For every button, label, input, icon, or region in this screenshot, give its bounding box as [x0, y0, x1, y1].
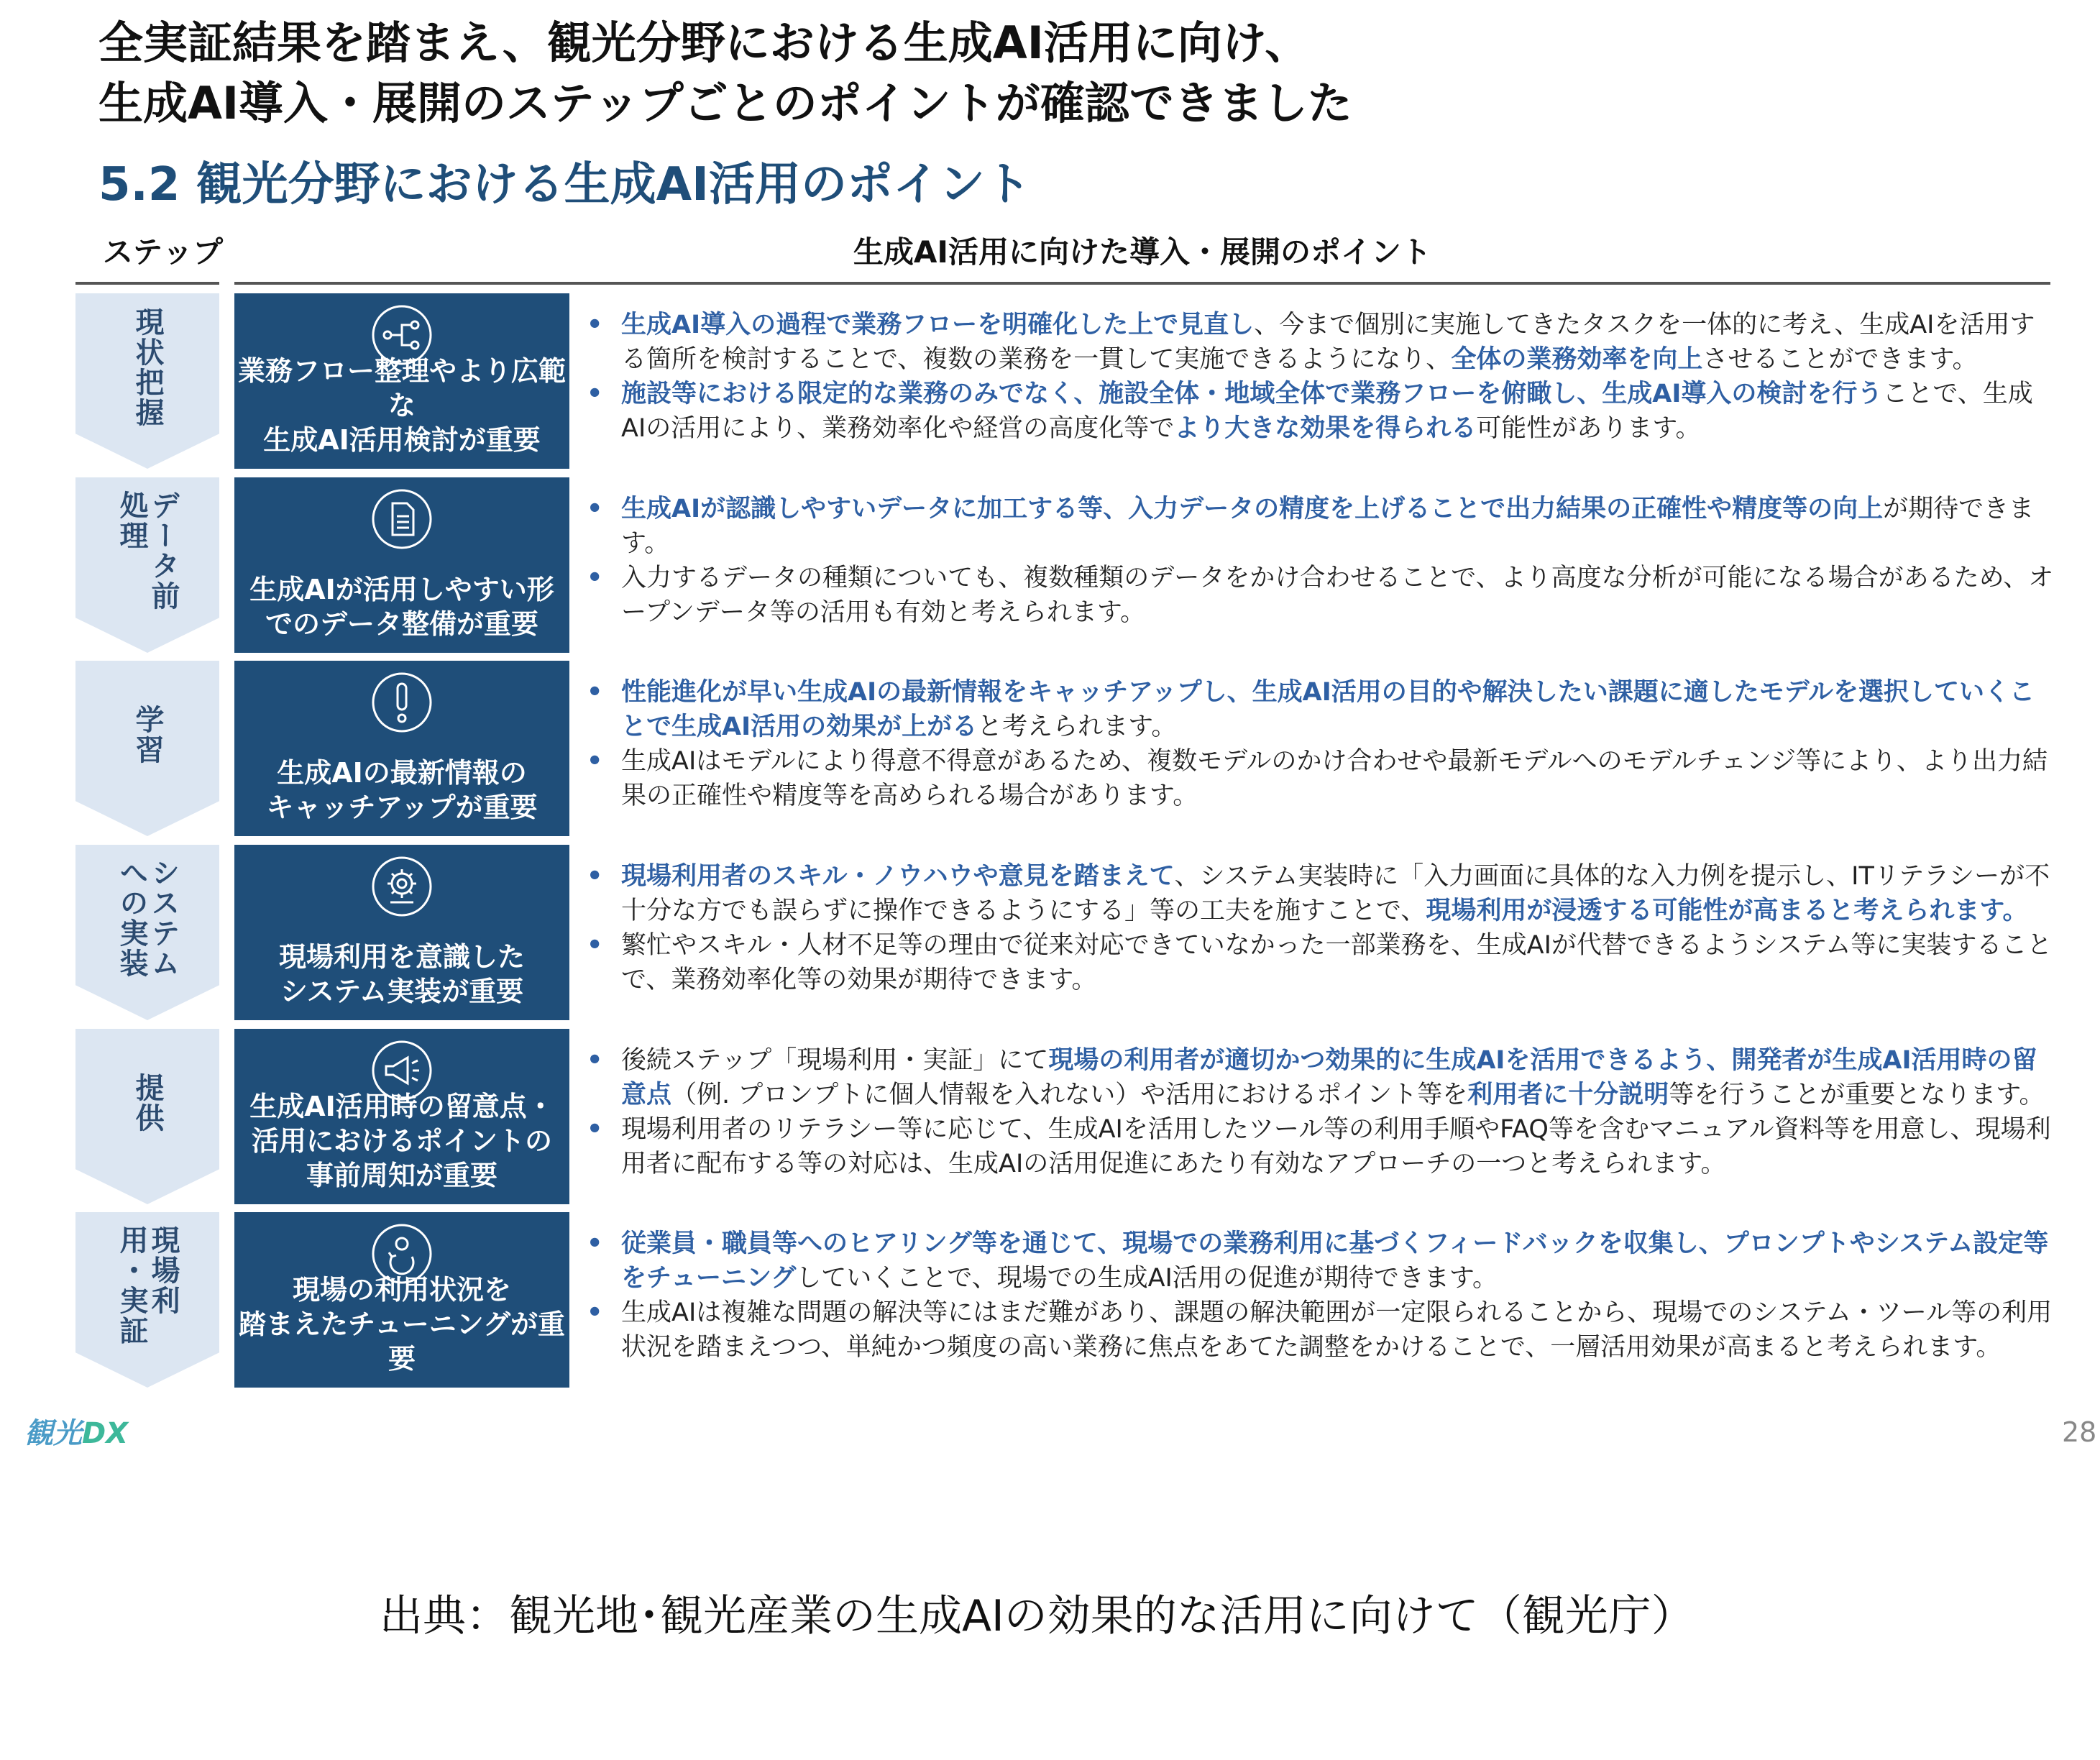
exclamation-icon — [370, 671, 434, 734]
point-list — [582, 675, 2056, 813]
point-text: させることができます。 — [1702, 345, 1978, 374]
header-rule-left — [75, 282, 219, 285]
point-text: 、システム実装時に「入力画面に具体的な入力例を提示し、ITリテラシーが不十分な方でも誤らずに操作できるようにする」等の工夫を施すことで、 — [621, 862, 2050, 925]
point-text: していくことで、現場での生成AI活用の促進が期待できます。 — [796, 1264, 1498, 1293]
point-summary-text: 業務フロー整理やより広範な 生成AI活用検討が重要 — [237, 355, 566, 456]
step-label: 現状把握 — [131, 307, 164, 428]
point-text-highlight: 現場の利用者が適切かつ効果的に生成AIを活用できるよう、開発者が生成AI活用時の留意点 — [621, 1046, 2037, 1109]
point-summary-text: 生成AI活用時の留意点・ 活用におけるポイントの 事前周知が重要 — [249, 1091, 554, 1191]
step-row — [0, 845, 2100, 1020]
bullet-marker: • — [587, 862, 603, 891]
bullet-marker: • — [587, 380, 603, 408]
point-text-highlight: 利用者に十分説明 — [1467, 1081, 1669, 1109]
point-text-highlight: 施設等における限定的な業務のみでなく、施設全体・地域全体で業務フローを俯瞰し、生成AI導入の検討を行う — [621, 380, 1883, 408]
step-label: システムへの実装 — [115, 858, 180, 978]
point-list — [582, 308, 2056, 446]
gear-icon — [370, 855, 434, 918]
bullet-marker: • — [587, 1229, 603, 1258]
bullet-marker: • — [587, 564, 603, 592]
point-item — [582, 492, 2056, 561]
point-text: 可能性があります。 — [1476, 414, 1701, 443]
headline-line-2: 生成AI導入・展開のステップごとのポイントが確認できました — [98, 77, 1352, 129]
point-summary-box — [234, 661, 569, 836]
step-label: 現場利用・実証 — [115, 1225, 180, 1346]
bullet-marker: • — [587, 1115, 603, 1144]
header-rule-right — [234, 282, 2050, 285]
bullet-marker: • — [587, 1298, 603, 1327]
point-text: 繁忙やスキル・人材不足等の理由で従来対応できていなかった一部業務を、生成AIが代替できるようシステム等に実装することで、業務効率化等の効果が期待できます。 — [621, 931, 2053, 994]
step-row — [0, 477, 2100, 653]
bullet-marker: • — [587, 311, 603, 339]
step-row — [0, 1212, 2100, 1388]
step-label: 学習 — [131, 705, 164, 765]
point-text: 入力するデータの種類についても、複数種類のデータをかけ合わせることで、より高度な分析が可能になる場合があるため、オープンデータ等の活用も有効と考えられます。 — [621, 564, 2054, 627]
point-item — [582, 1296, 2056, 1365]
step-row — [0, 661, 2100, 836]
column-header-step: ステップ — [103, 234, 224, 270]
step-label: データ前処理 — [115, 490, 180, 611]
point-list — [582, 492, 2056, 630]
point-summary-box — [234, 293, 569, 469]
point-item — [582, 308, 2056, 377]
point-text: 後続ステップ「現場利用・実証」にて — [621, 1046, 1049, 1075]
point-text-highlight: 従業員・職員等へのヒアリング等を通じて、現場での業務利用に基づくフィードバックを収集し、プロンプトやシステム設定等をチューニング — [621, 1229, 2049, 1293]
point-summary-text: 生成AIが活用しやすい形 でのデータ整備が重要 — [249, 574, 554, 640]
headline — [98, 13, 2040, 134]
kanko-dx-logo — [24, 1411, 128, 1452]
point-list — [582, 1043, 2056, 1181]
point-summary-box — [234, 1212, 569, 1388]
point-text-highlight: 現場利用が浸透する可能性が高まると考えられます。 — [1426, 897, 2028, 925]
point-text: （例. プロンプトに個人情報を入れない）や活用におけるポイント等を — [671, 1081, 1468, 1109]
point-text: 現場利用者のリテラシー等に応じて、生成AIを活用したツール等の利用手順やFAQ等を含むマニュアル資料等を用意し、現場利用者に配布する等の対応は、生成AIの活用促進にあたり有効なアプローチの一つと考えられます。 — [621, 1115, 2051, 1178]
bullet-marker: • — [587, 495, 603, 523]
point-text: 生成AIは複雑な問題の解決等にはまだ難があり、課題の解決範囲が一定限られることから、現場でのシステム・ツール等の利用状況を踏まえつつ、単純かつ頻度の高い業務に焦点をあてた調整をかけることで、一層活用効果が高まると考えられます。 — [621, 1298, 2053, 1362]
point-summary-text: 現場の利用状況を 踏まえたチューニングが重要 — [238, 1274, 566, 1375]
section-title: 5.2 観光分野における生成AI活用のポイント — [98, 158, 1031, 211]
point-text-highlight: 生成AIが認識しやすいデータに加工する等、入力データの精度を上げることで出力結果の正確性や精度等の向上 — [621, 495, 1884, 523]
headline-line-1: 全実証結果を踏まえ、観光分野における生成AI活用に向け、 — [98, 17, 1310, 69]
point-summary-box — [234, 845, 569, 1020]
point-item — [582, 928, 2056, 997]
point-text: が期待できます。 — [621, 495, 2035, 558]
step-row — [0, 1029, 2100, 1204]
bullet-marker: • — [587, 678, 603, 707]
point-summary-text: 現場利用を意識した システム実装が重要 — [278, 941, 525, 1007]
point-list — [582, 859, 2056, 997]
point-item — [582, 675, 2056, 744]
point-summary-box — [234, 1029, 569, 1204]
column-header-points: 生成AI活用に向けた導入・展開のポイント — [853, 234, 1432, 270]
point-text: 生成AIはモデルにより得意不得意があるため、複数モデルのかけ合わせや最新モデルへのモデルチェンジ等により、より出力結果の正確性や精度等を高められる場合があります。 — [621, 747, 2048, 810]
source-citation: 出典：観光地･観光産業の生成AIの効果的な活用に向けて（観光庁） — [380, 1591, 1695, 1641]
point-text-highlight: より大きな効果を得られる — [1174, 414, 1477, 443]
point-item — [582, 744, 2056, 813]
logo-accent: DX — [82, 1417, 129, 1450]
bullet-marker: • — [587, 1046, 603, 1075]
point-item — [582, 561, 2056, 630]
document-icon — [370, 487, 434, 551]
point-summary-box — [234, 477, 569, 653]
point-summary-text: 生成AIの最新情報の キャッチアップが重要 — [266, 757, 538, 823]
point-item — [582, 377, 2056, 446]
point-text-highlight: 全体の業務効率を向上 — [1451, 345, 1703, 374]
point-text: 等を行うことが重要となります。 — [1669, 1081, 2045, 1109]
point-item — [582, 859, 2056, 928]
point-text: と考えられます。 — [977, 712, 1177, 741]
point-text-highlight: 生成AI導入の過程で業務フローを明確化した上で見直し — [621, 311, 1255, 339]
point-text: ことで、生成AIの活用により、業務効率化や経営の高度化等で — [621, 380, 2033, 443]
point-item — [582, 1043, 2056, 1112]
point-item — [582, 1112, 2056, 1181]
point-text-highlight: 現場利用者のスキル・ノウハウや意見を踏まえて — [621, 862, 1175, 891]
bullet-marker: • — [587, 931, 603, 960]
step-row — [0, 293, 2100, 469]
point-list — [582, 1227, 2056, 1365]
logo-main: 観光 — [24, 1417, 82, 1450]
point-text-highlight: 性能進化が早い生成AIの最新情報をキャッチアップし、生成AI活用の目的や解決したい課題に適したモデルを選択していくことで生成AI活用の効果が上がる — [621, 678, 2035, 741]
page-number: 28 — [2062, 1416, 2097, 1448]
point-text: 、今まで個別に実施してきたタスクを一体的に考え、生成AIを活用する箇所を検討することで、複数の業務を一貫して実施できるようになり、 — [621, 311, 2035, 374]
step-label: 提供 — [131, 1073, 164, 1133]
bullet-marker: • — [587, 747, 603, 776]
point-item — [582, 1227, 2056, 1296]
